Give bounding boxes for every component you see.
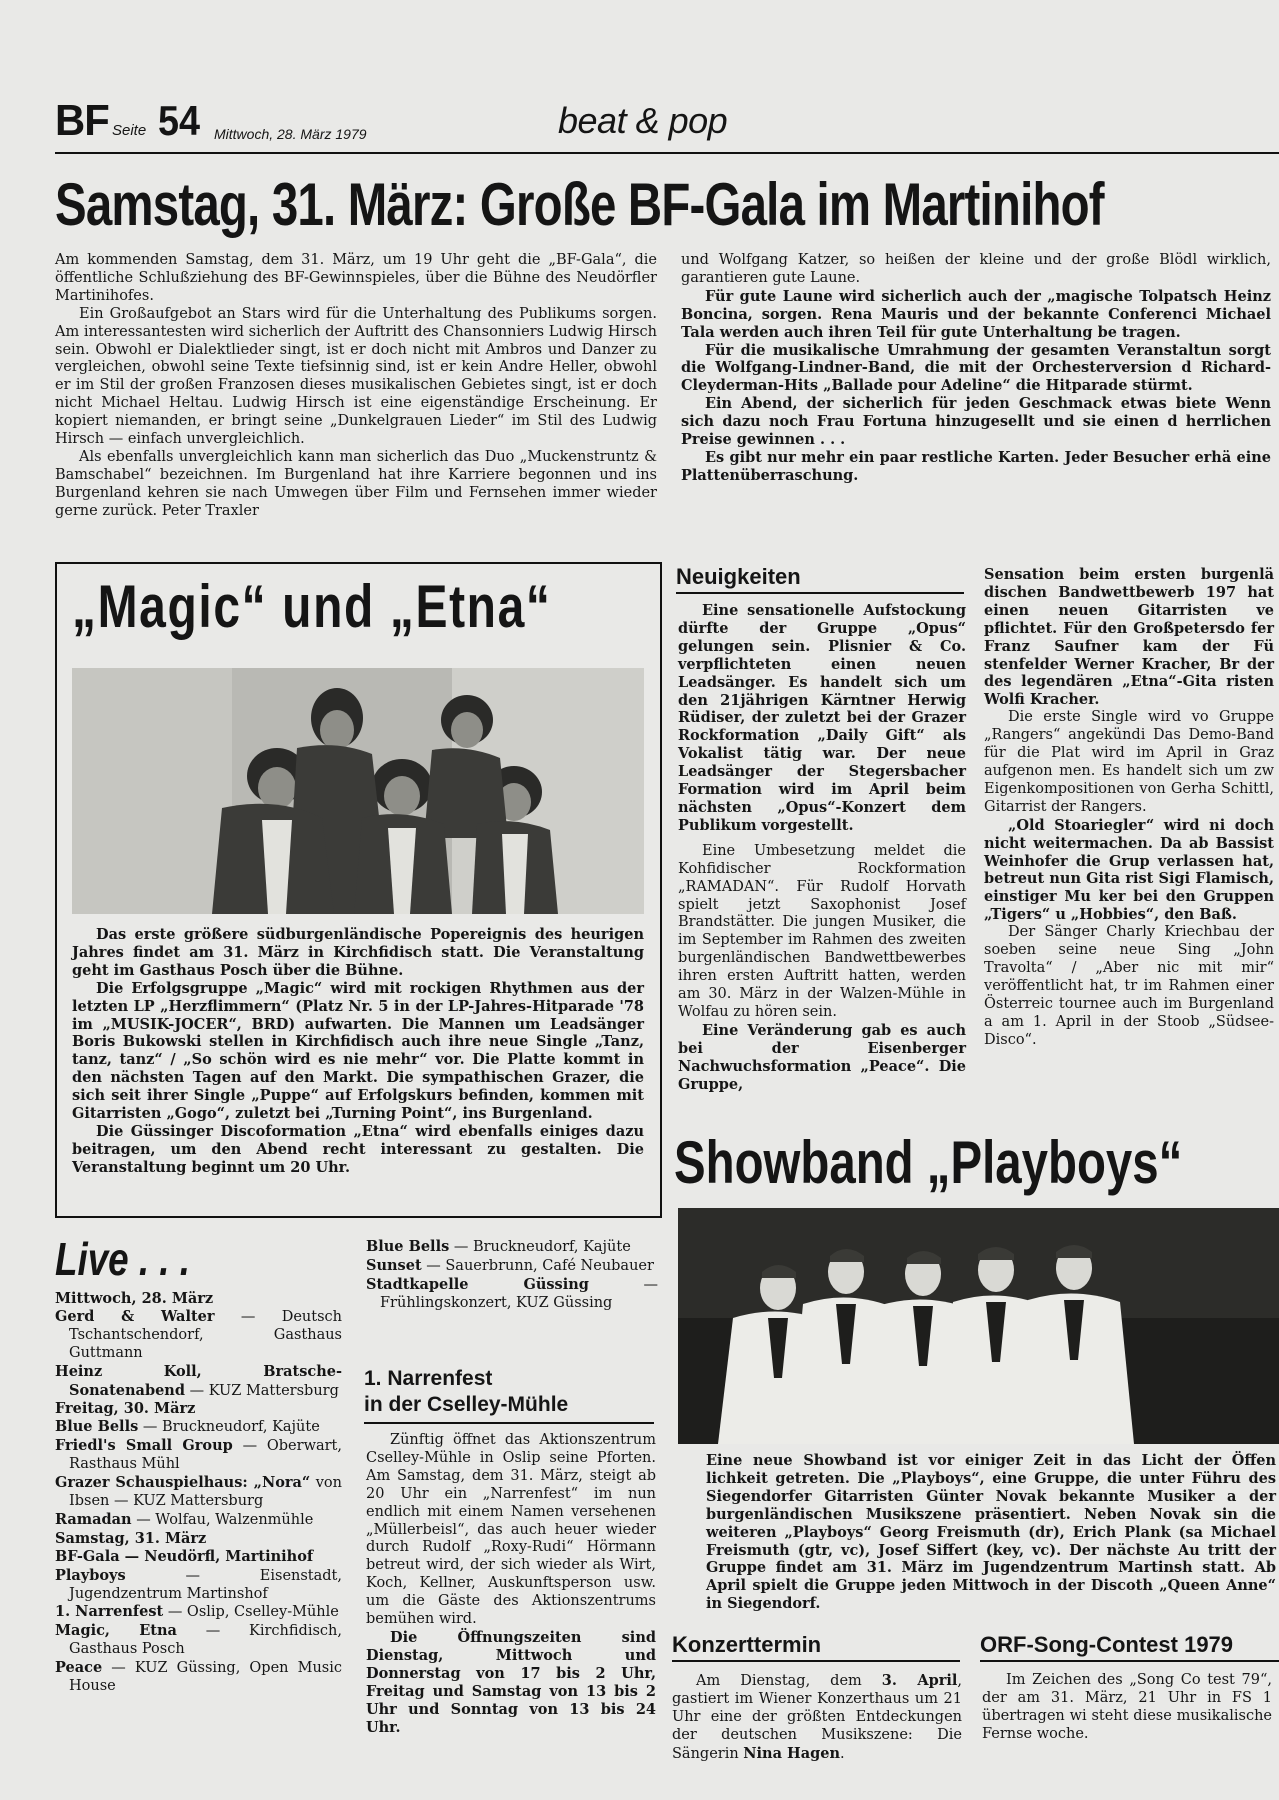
- konzerttermin-artist: Nina Hagen: [743, 1744, 841, 1762]
- magic-etna-headline: „Magic“ und „Etna“: [72, 573, 552, 640]
- live-event-name: 1. Narrenfest: [55, 1603, 164, 1621]
- magic-etna-para: Die Güssinger Discoformation „Etna“ wird ebenfalls einiges dazu beitragen, um den Abend recht interessant zu gestalten. Die Veranstaltung beginnt um 20 Uhr.: [72, 1122, 644, 1176]
- konzerttermin-heading: Konzerttermin: [672, 1632, 822, 1657]
- live-event-item: [55, 1418, 342, 1437]
- live-heading: Live . . .: [55, 1233, 190, 1285]
- narrenfest-heading: [364, 1366, 568, 1418]
- orf-heading: ORF-Song-Contest 1979: [980, 1632, 1234, 1657]
- live-day-heading: Mittwoch, 28. März: [55, 1290, 214, 1307]
- lead-para: Für gute Laune wird sicherlich auch der „magische Tolpatsch Heinz Boncina, sorgen. Rena Mauris und der bekannte Conferenci Michael Tala werden auch ihren Teil für gute Unterhaltung be tragen.: [681, 287, 1271, 341]
- live-event-item: [55, 1603, 342, 1622]
- orf-rule: [980, 1660, 1279, 1662]
- lead-para: Am kommenden Samstag, dem 31. März, um 19 Uhr geht die „BF-Gala“, die öffentliche Schlußziehung des BF-Gewinnspieles, über die Bühne des Neudörfler Martinihofes.: [55, 252, 657, 304]
- neuigkeiten-col1: [678, 602, 966, 1093]
- neuigkeiten-para: Eine Umbesetzung meldet die Kohfidischer Rockformation „RAMADAN“. Für Rudolf Horvath spielt jetzt Saxophonist Josef Brandstätter. Die jungen Musiker, die im September im Rahmen des zweiten burgenländischen Bandwettbewerbes ihren ersten Auftritt hatten, werden am 30. März in der Walzen-Mühle in Wolfau zu hören sein.: [678, 842, 966, 1020]
- live-event-line: [55, 1363, 342, 1401]
- lead-article-col1: [55, 252, 657, 521]
- lead-para: Ein Großaufgebot an Stars wird für die Unterhaltung des Publikums sorgen. Am interessantesten wird sicherlich der Auftritt des Chansonniers Ludwig Hirsch sein. Obwohl er Dialektlieder singt, ist er doch nicht mit Ambros und Danzer zu vergleichen, obwohl seine Texte tiefsinnig sind, ist er kein Andre Heller, obwohl er im Stil der großen Franzosen dieses musikalischen Gebietes singt, ist er doch nicht Michael Heltau. Ludwig Hirsch ist eine eigenständige Erscheinung. Er kopiert niemanden, er bringt seine „Dunkelgrauen Lieder“ im Stil des Ludwig Hirsch — einfach unvergleichlich.: [55, 305, 657, 448]
- live-event-name: Peace: [55, 1659, 103, 1677]
- live-event-line: [55, 1474, 342, 1511]
- live-event-item: [366, 1238, 658, 1257]
- konzerttermin-date: 3. April: [881, 1672, 958, 1689]
- live-event-line: [55, 1603, 342, 1622]
- magic-etna-para: Das erste größere südburgenländische Popereignis des heurigen Jahres findet am 31. März in Kirchfidisch statt. Die Veranstaltung geht im Gasthaus Posch über die Bühne.: [72, 926, 644, 979]
- neuigkeiten-para: Eine Veränderung gab es auch bei der Eisenberger Nachwuchsformation „Peace“. Die Gruppe,: [678, 1021, 966, 1093]
- narrenfest-para: Die Öffnungszeiten sind Dienstag, Mittwoch und Donnerstag von 17 bis 2 Uhr, Freitag und Samstag von 13 bis 2 Uhr und Sonntag von 13 bis 24 Uhr.: [366, 1628, 656, 1736]
- band-photo-illustration: [72, 668, 644, 914]
- live-listing-col1: [55, 1290, 342, 1696]
- narrenfest-text: [366, 1432, 656, 1736]
- live-event-item: [55, 1567, 342, 1604]
- live-event-name: BF-Gala — Neudörfl, Martinihof: [55, 1547, 314, 1565]
- live-event-line: [55, 1659, 342, 1696]
- issue-date: Mittwoch, 28. März 1979: [214, 126, 367, 142]
- live-event-venue: — Oslip, Cselley-Mühle: [163, 1604, 339, 1621]
- konzerttermin-text: [672, 1672, 962, 1764]
- live-event-venue: — Wolfau, Walzenmühle: [131, 1511, 314, 1528]
- live-event-line: [55, 1437, 342, 1474]
- konzerttermin-para: [672, 1672, 962, 1764]
- playboys-photo-illustration: [678, 1208, 1279, 1444]
- neuigkeiten-heading: Neuigkeiten: [676, 564, 801, 589]
- lead-headline: Samstag, 31. März: Große BF-Gala im Martinihof: [55, 171, 1104, 238]
- neuigkeiten-para: Sensation beim ersten burgenlä dischen Bandwettbewerb 197 hat einen neuen Gitarristen ve pflichtet. Für den Großpetersdo fer Franz Saufner kam der Fü stenfelder Werner Kracher, Br der des legendären „Etna“-Gita risten Wolfi Kracher.: [984, 566, 1274, 709]
- showband-caption-text: Eine neue Showband ist vor einiger Zeit in das Licht der Öffen lichkeit getreten. Die „Playboys“, eine Gruppe, die unter Führu des Siegendorfer Gitarristen Günter Novak bekannte Musiker a der burgenländischen Musikszene präsentiert. Neben Novak sin die weiteren „Playboys“ Georg Freismuth (dr), Erich Plank (sa Michael Freismuth (gtr, vc), Josef Siffert (key, vc). Der nächste Au tritt der Gruppe findet am 31. März im Jugendzentrum Martinsh statt. Ab April spielt die Gruppe jeden Mittwoch in der Discoth „Queen Anne“ in Siegendorf.: [706, 1452, 1276, 1613]
- lead-para: und Wolfgang Katzer, so heißen der kleine und der große Blödl wirklich, garantieren gute Laune.: [681, 252, 1271, 286]
- live-listing-col2: [366, 1238, 658, 1313]
- seite-label: Seite: [112, 122, 147, 139]
- live-event-name: Grazer Schauspielhaus: „Nora“: [55, 1474, 311, 1492]
- lead-article-col2: [681, 252, 1271, 485]
- live-event-item: [366, 1276, 658, 1313]
- live-day-heading: Samstag, 31. März: [55, 1529, 207, 1547]
- neuigkeiten-col2: [984, 566, 1274, 1049]
- live-event-item: [55, 1474, 342, 1511]
- live-event-venue: — Sauerbrunn, Café Neubauer: [421, 1257, 654, 1274]
- live-event-line: [366, 1238, 658, 1257]
- page-number: 54: [158, 97, 201, 144]
- live-day-heading: Freitag, 30. März: [55, 1400, 196, 1418]
- konzerttermin-text-end: .: [840, 1745, 845, 1762]
- live-event-venue: — Deutsch Tschantschendorf, Gasthaus Guttmann: [69, 1308, 342, 1361]
- live-event-item: [55, 1548, 342, 1567]
- live-event-venue: — KUZ Mattersburg: [185, 1382, 339, 1399]
- live-event-item: [55, 1437, 342, 1474]
- neuigkeiten-para: Der Sänger Charly Kriechbau der soeben seine neue Sing „John Travolta“ / „Aber nic mit mir“ veröffentlicht hat, tr im Rahmen einer Österreic tournee auch im Burgenland a am 1. April in der Stoob „Südsee-Disco“.: [984, 924, 1274, 1048]
- live-event-venue: — KUZ Güssing, Open Music House: [69, 1660, 342, 1695]
- live-event-venue: — Kirchfidisch, Gasthaus Posch: [69, 1623, 342, 1658]
- live-event-line: [55, 1548, 342, 1567]
- live-event-name: Friedl's Small Group: [55, 1437, 233, 1455]
- live-event-item: [55, 1659, 342, 1696]
- live-event-name: Blue Bells: [55, 1418, 139, 1436]
- lead-para: Ein Abend, der sicherlich für jeden Geschmack etwas biete Wenn sich dazu noch Frau Fortuna hinzugesellt und sie einen d herrlichen Preise gewinnen . . .: [681, 395, 1271, 449]
- neuigkeiten-para: Die erste Single wird vo Gruppe „Rangers“ angekündi Das Demo-Band für die Plat wird im April in Graz aufgenon men. Es handelt sich um zw Eigenkompositionen von Gerha Schittl, Gitarrist der Rangers.: [984, 709, 1274, 815]
- neuigkeiten-para: Eine sensationelle Aufstockung dürfte der Gruppe „Opus“ gelungen sein. Plisnier & Co. verpflichteten einen neuen Leadsänger. Es handelt sich um den 21jährigen Kärntner Herwig Rüdiser, der zuletzt bei der Grazer Rockformation „Daily Gift“ als Vokalist tätig war. Der neue Leadsänger der Stegersbacher Formation wird im April beim nächsten „Opus“-Konzert dem Publikum vorgestellt.: [678, 602, 966, 834]
- lead-para: Es gibt nur mehr ein paar restliche Karten. Jeder Besucher erhä eine Plattenüberraschung.: [681, 448, 1271, 484]
- magic-etna-para: Die Erfolgsgruppe „Magic“ wird mit rockigen Rhythmen aus der letzten LP „Herzflimmern“ (Platz Nr. 5 in der LP-Jahres-Hitparade '78 im „MUSIK-JOCER“, BRD) aufwarten. Die Mannen um Leadsänger Boris Bukowski stellen in Kirchfidisch auch ihre neue Single „Tanz, tanz, tanz“ / „So schön wird es nie mehr“ vor. Die Platte kommt in den nächsten Tagen auf den Markt. Die sympathischen Grazer, die sich seit ihrer Single „Puppe“ auf Erfolgskurs befinden, kommen mit Gitarristen „Gogo“, zuletzt bei „Turning Point“, ins Burgenland.: [72, 979, 644, 1123]
- section-title: beat & pop: [558, 100, 728, 141]
- konzerttermin-text-mid: , gastiert im Wiener Konzerthaus um 21 Uhr eine der größten Entdeckungen der deutschen Musikszene: Die Sängerin: [672, 1673, 962, 1762]
- konzerttermin-rule: [672, 1660, 960, 1662]
- live-event-item: [55, 1308, 342, 1363]
- neuigkeiten-para: „Old Stoariegler“ wird ni doch nicht weitermachen. Da ab Bassist Weinhofer die Grup verlassen hat, betreut nun Gita rist Sigi Flamisch, einstiger Mu ker bei den Gruppen „Tigers“ u „Hobbies“, den Baß.: [984, 816, 1274, 924]
- showband-headline: Showband „Playboys“: [674, 1129, 1183, 1196]
- live-event-venue: — Bruckneudorf, Kajüte: [138, 1419, 320, 1436]
- live-event-venue: — Bruckneudorf, Kajüte: [449, 1239, 631, 1255]
- live-event-line: [55, 1567, 342, 1604]
- live-event-item: [55, 1363, 342, 1401]
- live-event-line: [55, 1622, 342, 1659]
- live-event-line: [55, 1511, 342, 1530]
- live-event-name: Blue Bells: [366, 1238, 450, 1255]
- showband-caption: [706, 1452, 1276, 1613]
- bf-logo: BF: [55, 96, 109, 145]
- narrenfest-heading-line1: 1. Narrenfest: [364, 1367, 493, 1390]
- narrenfest-rule: [364, 1422, 654, 1424]
- konzerttermin-text-start: Am Dienstag, dem: [696, 1673, 882, 1689]
- live-event-name: Heinz Koll, Bratsche-Sonatenabend: [55, 1362, 342, 1399]
- live-event-name: Ramadan: [55, 1510, 132, 1528]
- narrenfest-para: Zünftig öffnet das Aktionszentrum Cselley-Mühle in Oslip seine Pforten. Am Samstag, dem 31. März, steigt ab 20 Uhr ein „Narrenfest“ im nun endlich mit einem Namen versehenen „Müllerbeisl“, das auch heuer wieder durch Rudolf „Roxy-Rudi“ Hörmann betreut wird, der sich wieder als Wirt, Koch, Kellner, Auskunftsperson usw. um die Gäste des Aktionszentrums bemühen wird.: [366, 1432, 656, 1628]
- live-event-venue: — Eisenstadt, Jugendzentrum Martinshof: [69, 1567, 342, 1602]
- live-event-item: [366, 1257, 658, 1276]
- live-event-item: [55, 1622, 342, 1659]
- live-event-line: [55, 1308, 342, 1363]
- header-rule: [55, 152, 1279, 154]
- playboys-photo: [678, 1208, 1279, 1444]
- orf-text: [982, 1672, 1272, 1744]
- live-event-line: [366, 1257, 658, 1276]
- live-event-name: Stadtkapelle Güssing: [366, 1275, 589, 1293]
- orf-para: Im Zeichen des „Song Co test 79“, der am 31. März, 21 Uhr in FS 1 übertragen wi steht diese musikalische Fernse woche.: [982, 1672, 1272, 1742]
- live-event-name: Gerd & Walter: [55, 1307, 215, 1325]
- live-event-name: Playboys: [55, 1566, 126, 1584]
- live-event-name: Magic, Etna: [55, 1622, 177, 1640]
- lead-para: Für die musikalische Umrahmung der gesamten Veranstaltun sorgt die Wolfgang-Lindner-Band, die mit der Orchesterversion d Richard-Cleyderman-Hits „Ballade pour Adeline“ die Hitparade stürmt.: [681, 341, 1271, 395]
- live-event-name: Sunset: [366, 1256, 422, 1274]
- live-event-venue: von Ibsen — KUZ Mattersburg: [69, 1475, 342, 1509]
- magic-band-photo: [72, 668, 644, 914]
- lead-para: Als ebenfalls unvergleichlich kann man sicherlich das Duo „Muckenstruntz & Bamschabel“ bezeichnen. Im Burgenland hat ihre Karriere begonnen und ins Burgenland kehren sie nach Umwegen über Film und Fernsehen immer wieder gerne zurück. Peter Traxler: [55, 448, 657, 519]
- live-event-venue: — Frühlingskonzert, KUZ Güssing: [380, 1276, 658, 1311]
- live-event-venue: — Oberwart, Rasthaus Mühl: [69, 1438, 342, 1473]
- magic-etna-text: [72, 926, 644, 1177]
- live-event-line: [55, 1418, 342, 1437]
- neuigkeiten-rule: [676, 592, 964, 594]
- live-event-line: [366, 1276, 658, 1313]
- live-event-item: [55, 1511, 342, 1530]
- narrenfest-heading-line2: in der Cselley-Mühle: [364, 1393, 569, 1416]
